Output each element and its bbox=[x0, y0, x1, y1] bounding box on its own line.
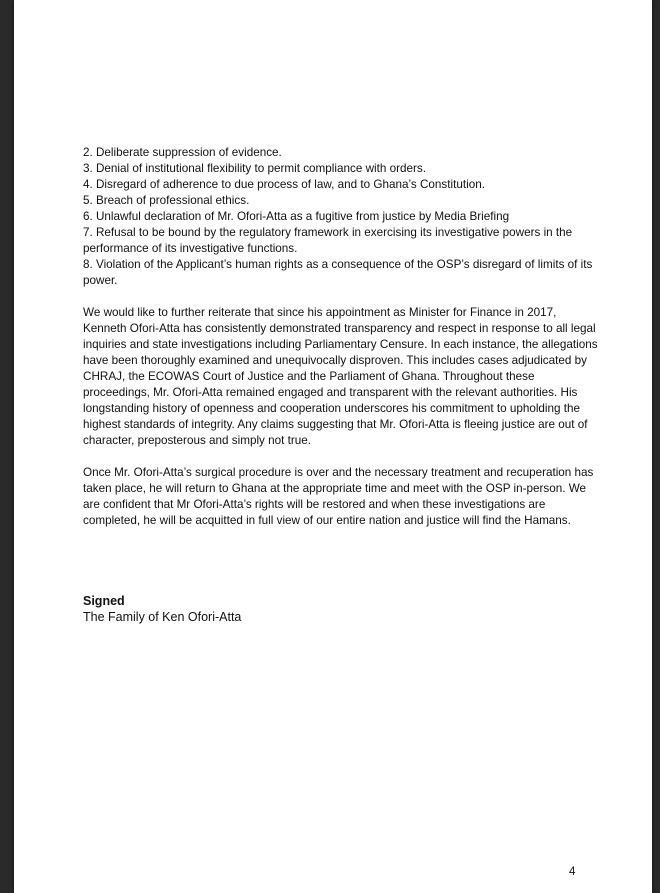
violations-list bbox=[83, 145, 603, 289]
list-item: 5. Breach of professional ethics. bbox=[83, 194, 250, 207]
document-body bbox=[83, 145, 603, 529]
paragraph-transparency: We would like to further reiterate that since his appointment as Minister for Finance in 2017, Kenneth Ofori-Atta has consistently demonstrated transparency and respect in response to all legal inquiries and state investigations including Parliamentary Censure. In each instance, the allegations have been thoroughly examined and unequivocally disproven. This includes cases adjudicated by CHRAJ, the ECOWAS Court of Justice and the Parliament of Ghana. Throughout these proceedings, Mr. Ofori-Atta remained engaged and transparent with the relevant authorities. His longstanding history of openness and cooperation underscores his commitment to upholding the highest standards of integrity. Any claims suggesting that Mr. Ofori-Atta is fleeing justice are out of character, preposterous and simply not true. bbox=[83, 306, 598, 447]
list-item: 2. Deliberate suppression of evidence. bbox=[83, 146, 282, 159]
list-item: 6. Unlawful declaration of Mr. Ofori-Atta as a fugitive from justice by Media Briefing bbox=[83, 210, 510, 223]
page-number: 4 bbox=[569, 866, 576, 878]
list-item: 3. Denial of institutional flexibility to permit compliance with orders. bbox=[83, 162, 426, 175]
signature-block bbox=[83, 594, 241, 625]
paragraph-return: Once Mr. Ofori-Atta’s surgical procedure is over and the necessary treatment and recuperation has taken place, he will return to Ghana at the appropriate time and meet with the OSP in-person. We are confident that Mr Ofori-Atta’s rights will be restored and when these investigations are completed, he will be acquitted in full view of our entire nation and justice will find the Hamans. bbox=[83, 466, 594, 527]
list-item: 4. Disregard of adherence to due process of law, and to Ghana’s Constitution. bbox=[83, 178, 485, 191]
list-item: 8. Violation of the Applicant’s human rights as a consequence of the OSP’s disregard of limits of its power. bbox=[83, 258, 593, 287]
list-item: 7. Refusal to be bound by the regulatory framework in exercising its investigative powers in the performance of its investigative functions. bbox=[83, 226, 573, 255]
document-page bbox=[14, 0, 652, 893]
signature-name: The Family of Ken Ofori-Atta bbox=[83, 610, 242, 624]
signature-label: Signed bbox=[83, 594, 125, 608]
